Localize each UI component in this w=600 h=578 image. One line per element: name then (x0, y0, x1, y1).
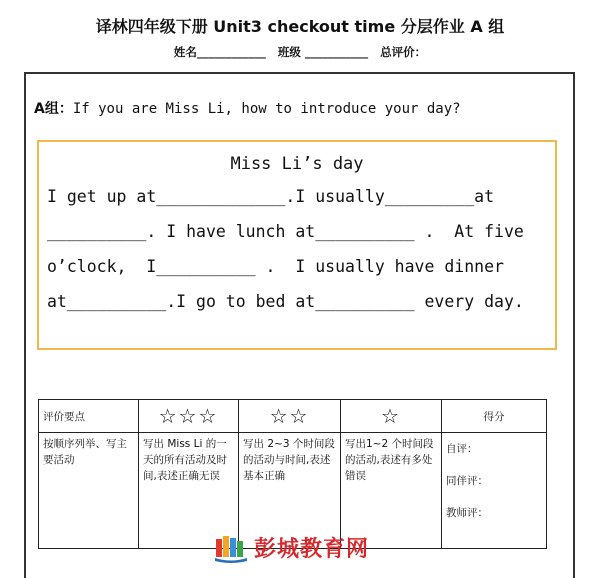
site-watermark (214, 532, 369, 563)
passage-title: Miss Li’s day (230, 154, 364, 174)
criteria-cell: 按顺序列举、写主要活动 (39, 433, 139, 549)
score-header: 得分 (442, 400, 547, 433)
watermark-text: 彭城教育网 (254, 537, 370, 562)
name-field-label: 姓名____________ (173, 45, 266, 59)
class-field-label: 班级 ___________ (277, 45, 369, 59)
student-info-line (0, 44, 600, 60)
score-cell: 自评： 同伴评： 教师评： (442, 433, 547, 549)
worksheet-title: 译林四年级下册 Unit3 checkout time 分层作业 A 组 (95, 17, 505, 36)
question-line (34, 98, 461, 118)
two-star-header: ☆☆ (239, 400, 341, 433)
criteria-header: 评价要点 (39, 400, 139, 433)
evaluation-table (38, 399, 547, 549)
passage-line-4: at__________.I go to bed at__________ every day. (47, 292, 524, 311)
book-logo-icon (214, 533, 248, 563)
three-star-header: ☆☆☆ (139, 400, 239, 433)
three-star-criteria: 写出 Miss Li 的一天的所有活动及时间,表述正确无误 (139, 433, 239, 549)
passage-box (37, 140, 557, 350)
passage-line-2: __________. I have lunch at__________ . At five (47, 222, 524, 241)
one-star-header: ☆ (341, 400, 442, 433)
question-prefix: A组： (34, 101, 73, 117)
two-star-criteria: 写出 2~3 个时间段的活动与时间,表述基本正确 (239, 433, 341, 549)
evaluation-header-row (39, 400, 547, 433)
question-text: If you are Miss Li, how to introduce your day? (72, 101, 461, 117)
one-star-criteria: 写出1~2 个时间段的活动,表述有多处错误 (341, 433, 442, 549)
passage-line-3: o’clock, I__________ . I usually have dinner (47, 257, 504, 276)
overall-score-label: 总评价： (380, 45, 427, 59)
passage-line-1: I get up at_____________.I usually_________at (47, 187, 495, 206)
